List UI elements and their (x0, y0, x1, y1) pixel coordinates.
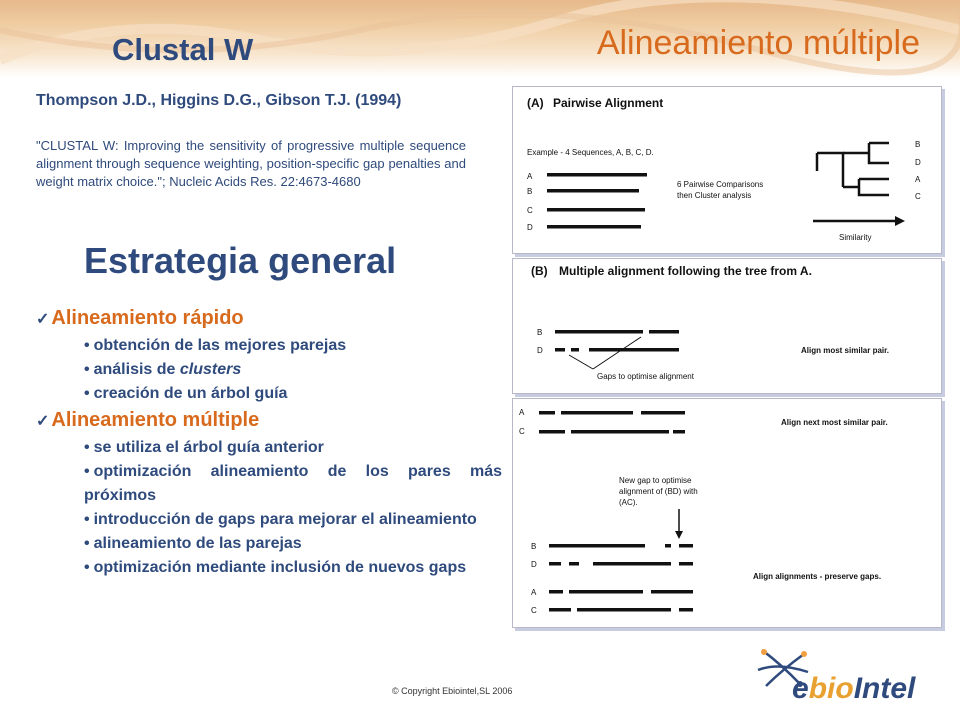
seq-label-a: A (519, 408, 525, 417)
arrow-icon (895, 216, 905, 226)
step-note: Align most similar pair. (801, 346, 890, 355)
sequence-bar (555, 348, 565, 352)
tree-label-c: C (915, 192, 921, 201)
sequence-bar (589, 348, 679, 352)
seq-label-b: B (531, 542, 537, 551)
sequence-bar (665, 544, 671, 548)
sequence-bar (593, 562, 671, 566)
seq-label-c: C (527, 206, 533, 215)
figure-panel-a (512, 86, 942, 254)
sequence-bar (549, 608, 571, 612)
seq-label-d: D (527, 223, 533, 232)
figure-panel-c (512, 398, 942, 628)
sequence-bar (547, 225, 641, 229)
similarity-label: Similarity (839, 233, 872, 242)
arrow-icon (675, 531, 683, 539)
guide-tree (817, 143, 889, 195)
seq-label-b: B (527, 187, 533, 196)
tree-label-a: A (915, 175, 921, 184)
sequence-bar (549, 590, 563, 594)
sequence-bar (679, 608, 693, 612)
annotation-line (569, 355, 593, 369)
new-gap-note-3: (AC). (619, 498, 638, 507)
check-icon: ✓ (36, 413, 50, 430)
sequence-bar (555, 330, 643, 334)
sequence-bar (549, 562, 561, 566)
new-gap-note-1: New gap to optimise (619, 476, 692, 485)
seq-label-b: B (537, 328, 543, 337)
sequence-bar (547, 173, 647, 177)
sequence-bar (679, 544, 693, 548)
sequence-bar (649, 330, 679, 334)
reference-abstract: "CLUSTAL W: Improving the sensitivity of progressive multiple sequence alignment through sequence weighting, position-specific gap penalties and weight matrix choice."; Nucleic Acids Res. 22:4673-4680 (36, 138, 466, 189)
check-icon: ✓ (36, 311, 50, 328)
copyright-text: © Copyright Ebiointel,SL 2006 (392, 686, 513, 696)
sequence-bar (571, 348, 579, 352)
list-item: • obtención de las mejores parejas (84, 337, 347, 354)
comparison-note-1: 6 Pairwise Comparisons (677, 180, 764, 189)
gaps-note: Gaps to optimise alignment (597, 372, 694, 381)
sequence-bar (547, 208, 645, 212)
tree-label-d: D (915, 158, 921, 167)
sequence-bar (539, 411, 555, 415)
sequence-bar (641, 411, 685, 415)
reference-authors: Thompson J.D., Higgins D.G., Gibson T.J. (1994) (36, 92, 402, 109)
section-title: Estrategia general (84, 240, 397, 281)
sequence-bar (539, 430, 565, 434)
clustal-title: Clustal W (112, 32, 254, 67)
final-note: Align alignments - preserve gaps. (753, 572, 882, 581)
seq-label-c: C (519, 427, 525, 436)
panel-a-heading: Pairwise Alignment (553, 96, 664, 110)
step-note: Align next most similar pair. (781, 418, 888, 427)
panel-a-tag: (A) (527, 96, 544, 110)
list-item: • optimización mediante inclusión de nuevos gaps (84, 559, 467, 576)
panel-b-tag: (B) (531, 264, 548, 278)
list-item: • alineamiento de las parejas (84, 535, 302, 552)
list-item: • creación de un árbol guía (84, 385, 288, 402)
new-gap-note-2: alignment of (BD) with (619, 487, 698, 496)
ebiointel-logo (752, 640, 952, 710)
panel-a-example: Example - 4 Sequences, A, B, C, D. (527, 148, 654, 157)
list-item: • se utiliza el árbol guía anterior (84, 439, 324, 456)
sequence-bar (561, 411, 633, 415)
strategy-list (36, 304, 502, 580)
seq-label-d: D (531, 560, 537, 569)
sequence-bar (571, 430, 669, 434)
panel-b-heading: Multiple alignment following the tree from A. (559, 264, 812, 278)
list-item: • introducción de gaps para mejorar el alineamiento (84, 511, 477, 528)
annotation-line (593, 337, 641, 369)
strategy-item-fast: ✓ Alineamiento rápido (36, 307, 244, 329)
sequence-bar (569, 590, 643, 594)
sequence-bar (679, 562, 693, 566)
sequence-bar (547, 189, 639, 193)
seq-label-c: C (531, 606, 537, 615)
strategy-item-multiple: ✓ Alineamiento múltiple (36, 409, 260, 431)
logo-text: ebioIntel (792, 672, 916, 705)
page-title: Alineamiento múltiple (596, 24, 920, 62)
sequence-bar (673, 430, 685, 434)
figure-panel-b (512, 258, 942, 394)
seq-label-d: D (537, 346, 543, 355)
sequence-bar (651, 590, 693, 594)
sequence-bar (569, 562, 579, 566)
tree-label-b: B (915, 140, 921, 149)
comparison-note-2: then Cluster analysis (677, 191, 752, 200)
seq-label-a: A (527, 172, 533, 181)
list-item: • optimización alineamiento de los pares más próximos (84, 463, 502, 504)
sequence-bar (577, 608, 671, 612)
list-item: • análisis de clusters (84, 361, 242, 378)
sequence-bar (549, 544, 645, 548)
seq-label-a: A (531, 588, 537, 597)
